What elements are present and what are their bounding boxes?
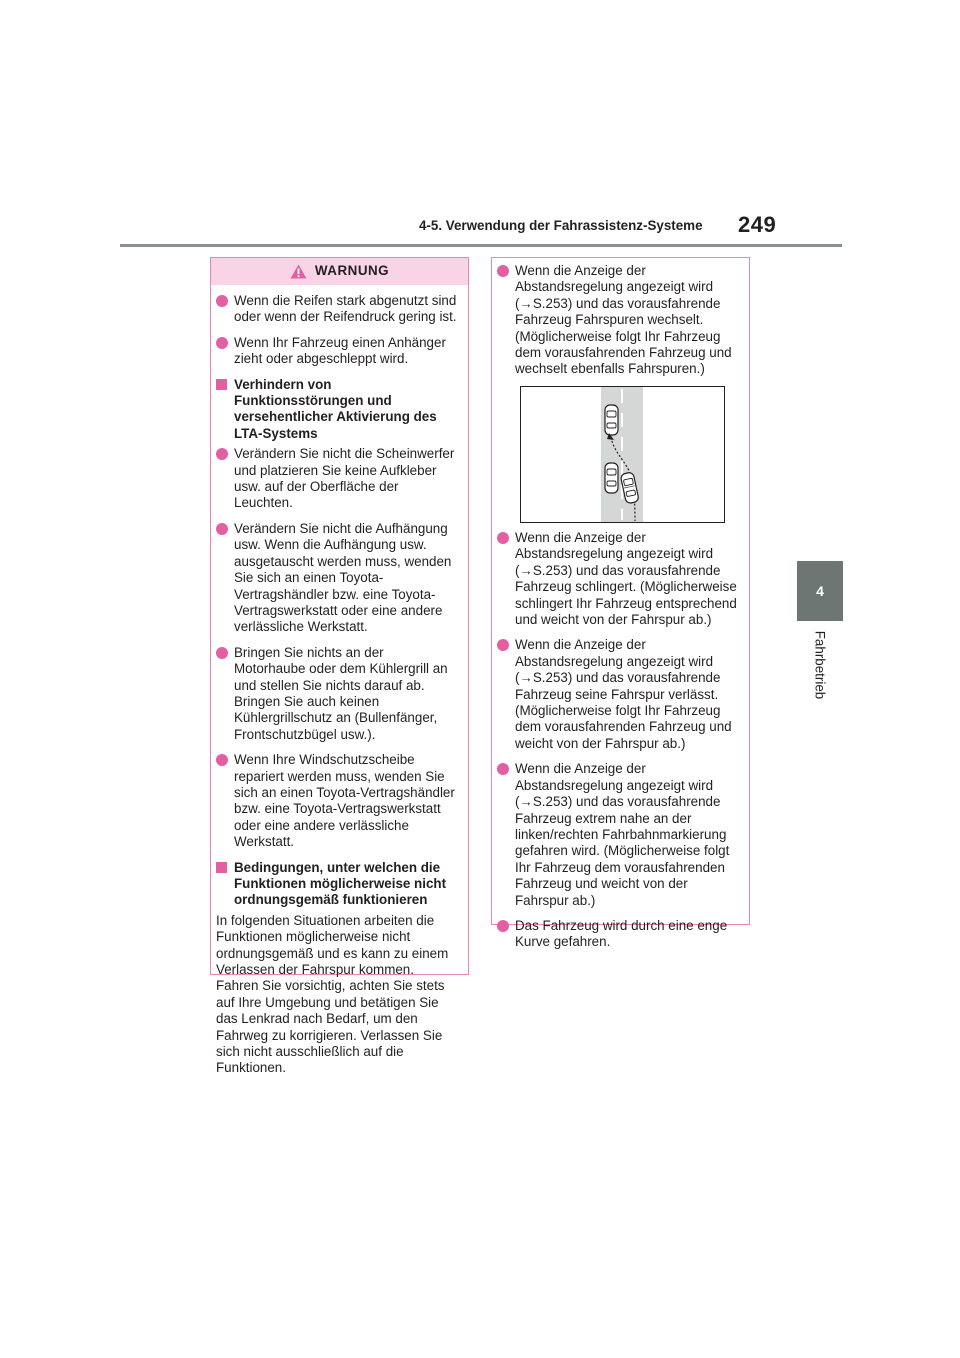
own-vehicle-icon — [605, 463, 618, 493]
item-text: Das Fahrzeug wird durch eine enge Kurve gefahren. — [515, 917, 728, 950]
bullet-dot-icon — [216, 295, 228, 307]
header-rule — [120, 244, 842, 247]
item-text: Bringen Sie nichts an der Motorhaube oder dem Kühlergrill an und stellen Sie nichts darauf ab. Bringen Sie auch keinen Kühlergrillschutz an (Bullenfänger, Frontschutzbügel usw.). — [234, 644, 448, 742]
list-item — [216, 752, 458, 850]
bullet-dot-icon — [216, 337, 228, 349]
bullet-dot-icon — [497, 532, 509, 544]
bullet-dot-icon — [497, 639, 509, 651]
list-item — [497, 918, 739, 951]
chapter-label: Fahrbetrieb — [812, 630, 828, 700]
item-text: Verändern Sie nicht die Scheinwerfer und platzieren Sie keine Aufkleber usw. auf der Oberfläche der Leuchten. — [234, 446, 455, 511]
bullet-dot-icon — [497, 265, 509, 277]
list-item — [497, 637, 739, 752]
item-text: Wenn die Anzeige der Abstandsregelung angezeigt wird (→S.253) und das vorausfahrende Fahrzeug extrem nahe an der linken/rechten Fahrbahnmarkierung gefahren wird. (Möglicherweise folgt Ihr Fahrzeug dem vorausfahrenden Fahrzeug und weicht von der Fahrspur ab.) — [515, 761, 730, 908]
item-text: Wenn die Anzeige der Abstandsregelung angezeigt wird (→S.253) und das vorausfahrende Fahrzeug seine Fahrspur verlässt. (Möglicherweise folgt Ihr Fahrzeug dem vorausfahrenden Fahrzeug und weicht von der Fahrspur ab.) — [515, 637, 732, 751]
chapter-tab[interactable] — [797, 561, 843, 621]
paragraph: In folgenden Situationen arbeiten die Funktionen möglicherweise nicht ordnungsgemäß und es kann zu einem Verlassen der Fahrspur kommen. Fahren Sie vorsichtig, achten Sie stets auf Ihre Umgebung und betätigen Sie das Lenkrad nach Bedarf, um den Fahrweg zu korrigieren. Verlassen Sie sich nicht ausschließlich auf die Funktionen. — [216, 912, 449, 1076]
bullet-dot-icon — [216, 448, 228, 460]
item-text: Wenn Ihre Windschutzscheibe repariert werden muss, wenden Sie sich an einen Toyota-Vertragshändler bzw. eine Toyota-Vertragswerkstatt oder eine andere verlässliche Werkstatt. — [234, 752, 455, 850]
list-item — [216, 335, 458, 368]
list-item — [216, 645, 458, 743]
bullet-square-icon — [216, 862, 227, 873]
bullet-dot-icon — [216, 523, 228, 535]
list-item — [497, 761, 739, 909]
bullet-dot-icon — [497, 763, 509, 775]
lane-diagram-svg — [521, 387, 724, 522]
bullet-square-icon — [216, 379, 227, 390]
bullet-dot-icon — [216, 647, 228, 659]
lane-change-diagram — [520, 386, 725, 523]
warning-header — [211, 258, 468, 285]
list-item — [216, 293, 458, 326]
item-text: Wenn die Reifen stark abgenutzt sind oder wenn der Reifendruck gering ist. — [234, 293, 457, 325]
chapter-number: 4 — [816, 583, 824, 599]
item-text: Wenn die Anzeige der Abstandsregelung angezeigt wird (→S.253) und das vorausfahrende Fahrzeug schlingert. (Möglicherweise schlingert Ihr Fahrzeug entsprechend und weicht von der Fahrspur ab.) — [515, 530, 737, 628]
subheading-text: Bedingungen, unter welchen die Funktionen möglicherweise nicht ordnungsgemäß funktionieren — [234, 859, 447, 908]
bullet-dot-icon — [216, 754, 228, 766]
subheading-text: Verhindern von Funktionsstörungen und versehentlicher Aktivierung des LTA-Systems — [234, 376, 437, 441]
item-text: Verändern Sie nicht die Aufhängung usw. Wenn die Aufhängung usw. ausgetauscht werden muss, wenden Sie sich an einen Toyota-Vertragshändler bzw. eine Toyota-Vertragswerkstatt oder eine andere verlässliche Werkstatt. — [234, 520, 452, 635]
list-item — [216, 521, 458, 636]
warning-triangle-icon — [290, 264, 307, 279]
bullet-dot-icon — [497, 920, 509, 932]
warning-panel — [210, 257, 469, 1076]
list-item — [497, 530, 739, 628]
warning-title: WARNUNG — [314, 263, 390, 279]
conditions-panel — [491, 257, 750, 950]
page-number: 249 — [738, 212, 777, 237]
subheading — [216, 860, 458, 909]
item-text: Wenn Ihr Fahrzeug einen Anhänger zieht oder abgeschleppt wird. — [234, 334, 446, 367]
chapter-label-wrap — [788, 630, 852, 700]
subheading — [216, 377, 458, 443]
item-text: Wenn die Anzeige der Abstandsregelung angezeigt wird (→S.253) und das vorausfahrende Fahrzeug Fahrspuren wechselt. (Möglicherweise folgt Ihr Fahrzeug dem vorausfahrenden Fahrzeug und wechselt ebenfalls Fahrspuren.) — [515, 263, 732, 377]
section-title: 4-5. Verwendung der Fahrassistenz-Systeme — [419, 218, 703, 233]
lead-vehicle-icon — [605, 405, 618, 435]
list-item — [216, 446, 458, 512]
list-item — [497, 263, 739, 379]
